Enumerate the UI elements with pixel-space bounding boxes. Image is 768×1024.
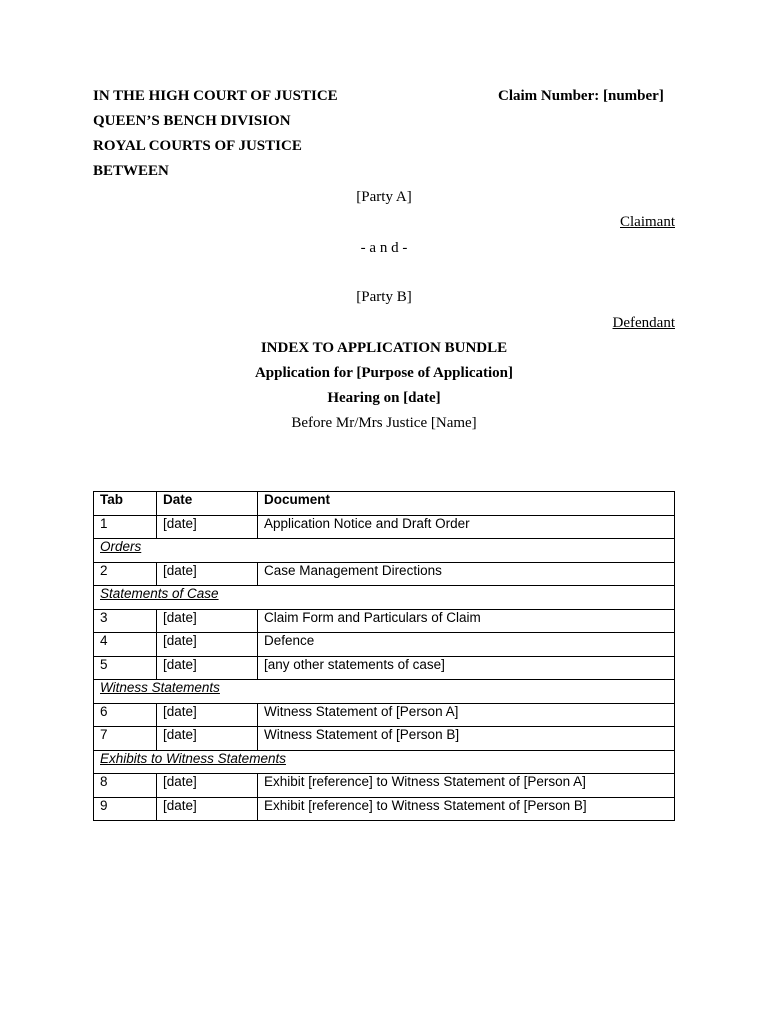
row-date: [date]	[157, 774, 258, 798]
row-document: Exhibit [reference] to Witness Statement of [Person B]	[258, 797, 675, 821]
row-document: Defence	[258, 633, 675, 657]
tab-number: 6	[94, 703, 157, 727]
section-title: Witness Statements	[94, 680, 675, 704]
court-venue: ROYAL COURTS OF JUSTICE	[93, 138, 302, 154]
header-tab: Tab	[94, 492, 157, 516]
header-date: Date	[157, 492, 258, 516]
court-division: QUEEN’S BENCH DIVISION	[93, 113, 291, 129]
section-title: Exhibits to Witness Statements	[94, 750, 675, 774]
tab-number: 9	[94, 797, 157, 821]
section-row	[94, 680, 675, 704]
row-document: [any other statements of case]	[258, 656, 675, 680]
defendant-label: Defendant	[612, 315, 675, 331]
table-row	[94, 774, 675, 798]
row-date: [date]	[157, 562, 258, 586]
tab-number: 1	[94, 515, 157, 539]
row-document: Case Management Directions	[258, 562, 675, 586]
section-row	[94, 539, 675, 563]
tab-number: 3	[94, 609, 157, 633]
table-row	[94, 562, 675, 586]
row-date: [date]	[157, 609, 258, 633]
tab-number: 5	[94, 656, 157, 680]
row-date: [date]	[157, 633, 258, 657]
table-row	[94, 727, 675, 751]
row-document: Witness Statement of [Person B]	[258, 727, 675, 751]
row-date: [date]	[157, 656, 258, 680]
application-purpose: Application for [Purpose of Application]	[254, 365, 514, 381]
table-row	[94, 515, 675, 539]
court-name: IN THE HIGH COURT OF JUSTICE	[93, 88, 338, 104]
row-date: [date]	[157, 727, 258, 751]
table-row	[94, 797, 675, 821]
tab-number: 8	[94, 774, 157, 798]
header-document: Document	[258, 492, 675, 516]
section-row	[94, 750, 675, 774]
tab-number: 4	[94, 633, 157, 657]
row-document: Exhibit [reference] to Witness Statement of [Person A]	[258, 774, 675, 798]
judge-line: Before Mr/Mrs Justice [Name]	[291, 415, 477, 431]
tab-number: 7	[94, 727, 157, 751]
bundle-index-table	[93, 491, 675, 821]
party-a: [Party A]	[356, 189, 412, 205]
table-row	[94, 703, 675, 727]
section-row	[94, 586, 675, 610]
row-date: [date]	[157, 703, 258, 727]
between-label: BETWEEN	[93, 163, 169, 179]
row-document: Witness Statement of [Person A]	[258, 703, 675, 727]
section-title: Orders	[94, 539, 675, 563]
row-document: Application Notice and Draft Order	[258, 515, 675, 539]
table-header-row	[94, 492, 675, 516]
party-b: [Party B]	[356, 289, 412, 305]
row-date: [date]	[157, 797, 258, 821]
table-row	[94, 609, 675, 633]
row-date: [date]	[157, 515, 258, 539]
table-row	[94, 656, 675, 680]
bundle-title: INDEX TO APPLICATION BUNDLE	[260, 340, 508, 356]
table-row	[94, 633, 675, 657]
section-title: Statements of Case	[94, 586, 675, 610]
claim-number: Claim Number: [number]	[498, 88, 664, 104]
and-separator: - a n d -	[360, 240, 408, 256]
claimant-label: Claimant	[620, 214, 675, 230]
row-document: Claim Form and Particulars of Claim	[258, 609, 675, 633]
tab-number: 2	[94, 562, 157, 586]
hearing-date: Hearing on [date]	[327, 390, 441, 406]
